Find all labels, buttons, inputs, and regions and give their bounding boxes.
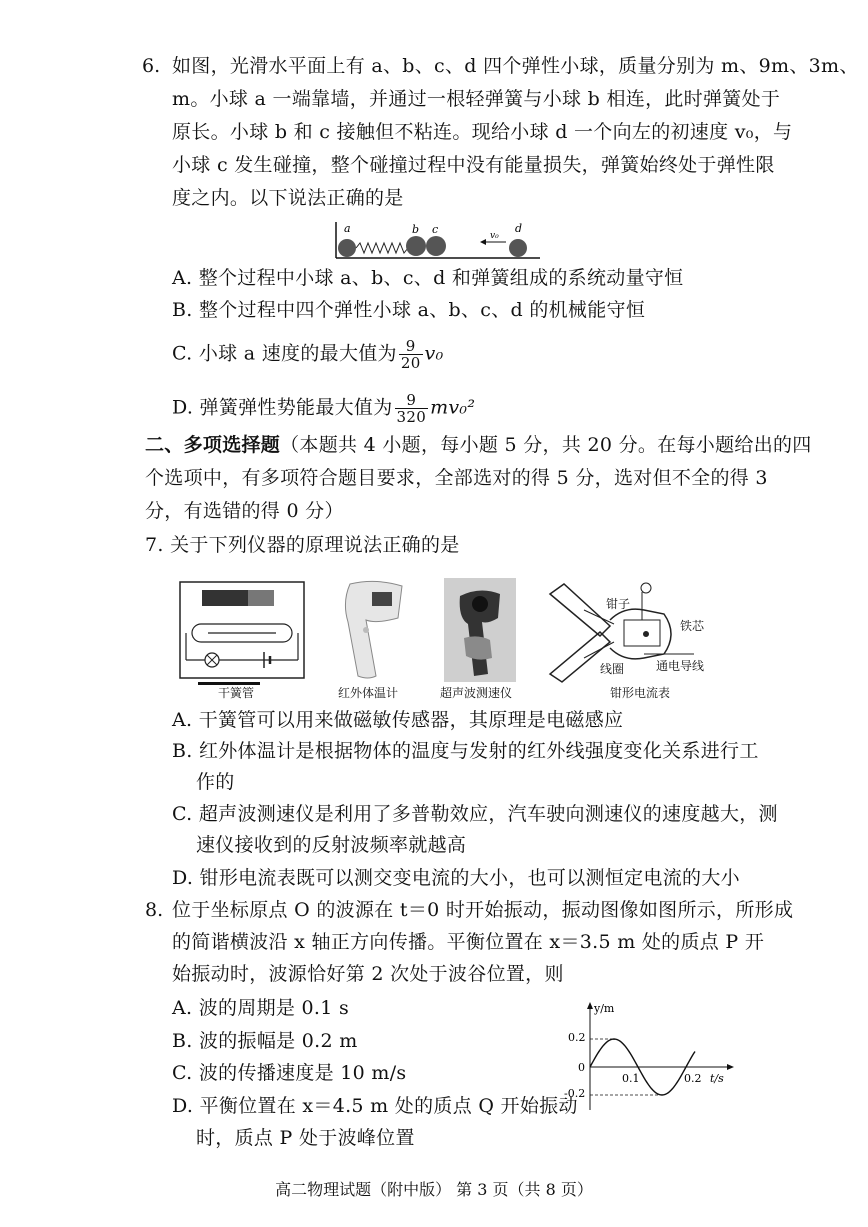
- question-8-option-d-line-1: D. 平衡位置在 x＝4.5 m 处的质点 Q 开始振动: [172, 1095, 578, 1117]
- option-c-numerator: 9: [399, 338, 423, 355]
- question-8-stem-line-1: 位于坐标原点 O 的波源在 t＝0 时开始振动，振动图像如图所示，所形成: [172, 899, 794, 921]
- question-8-option-b: B. 波的振幅是 0.2 m: [172, 1030, 358, 1052]
- question-8-option-c: C. 波的传播速度是 10 m/s: [172, 1062, 407, 1084]
- caption-ultrasonic-speedometer: 超声波测速仪: [440, 686, 513, 700]
- question-6-option-c: [172, 338, 444, 371]
- question-7-option-c-line-2: 速仪接收到的反射波频率就越高: [196, 834, 467, 856]
- question-8-option-a: A. 波的周期是 0.1 s: [172, 997, 350, 1019]
- option-c-prefix: C. 小球 a 速度的最大值为: [172, 342, 397, 365]
- section-2-desc-line-3: 分，有选错的得 0 分）: [145, 500, 344, 522]
- option-d-numerator: 9: [395, 392, 429, 409]
- question-7-option-b-line-1: B. 红外体温计是根据物体的温度与发射的红外线强度变化关系进行工: [172, 740, 759, 762]
- option-d-fraction: [395, 392, 429, 425]
- question-7-stem: 7. 关于下列仪器的原理说法正确的是: [145, 534, 460, 556]
- graph-x-arrowhead: [727, 1064, 734, 1070]
- current-wire-icon: [643, 631, 649, 637]
- caption-clamp-meter: 钳形电流表: [610, 686, 671, 700]
- magnet-s: [248, 590, 274, 606]
- label-d: d: [515, 222, 523, 235]
- graph-tick-x1: 0.1: [622, 1072, 640, 1085]
- label-a: a: [344, 222, 351, 235]
- question-8-option-d-line-2: 时，质点 P 处于波峰位置: [196, 1127, 415, 1149]
- reed-switch-underline: [198, 682, 260, 685]
- question-6-figure: [330, 218, 550, 264]
- graph-xlabel: t/s: [710, 1072, 724, 1085]
- question-6-stem-line-4: 小球 c 发生碰撞，整个碰撞过程中没有能量损失，弹簧始终处于弹性限: [172, 154, 775, 176]
- section-2-desc-line-1: （本题共 4 小题，每小题 5 分，共 20 分。在每小题给出的四: [280, 434, 812, 456]
- ball-a: [338, 239, 356, 257]
- graph-tick-y-pos: 0.2: [568, 1031, 586, 1044]
- caption-infrared-thermometer: 红外体温计: [338, 686, 399, 700]
- section-2-header: [145, 433, 812, 457]
- option-c-fraction: [399, 338, 423, 371]
- option-c-denominator: 20: [400, 354, 421, 372]
- infrared-thermometer-figure: [336, 578, 416, 682]
- graph-tick-x2: 0.2: [684, 1072, 702, 1085]
- question-7-option-a: A. 干簧管可以用来做磁敏传感器，其原理是电磁感应: [172, 709, 624, 731]
- graph-tick-y-neg: -0.2: [564, 1087, 586, 1100]
- question-8-stem-line-2: 的简谐横波沿 x 轴正方向传播。平衡位置在 x＝3.5 m 处的质点 P 开: [172, 931, 765, 953]
- label-clamp-wire: 通电导线: [656, 659, 705, 673]
- section-2-desc-line-2: 个选项中，有多项符合题目要求，全部选对的得 5 分，选对但不全的得 3: [145, 467, 768, 489]
- label-v0: v₀: [490, 231, 499, 241]
- option-d-denominator: 320: [396, 408, 427, 426]
- thermometer-screen: [372, 592, 392, 606]
- option-d-suffix: mv₀²: [430, 396, 476, 419]
- vibration-graph: [560, 1000, 740, 1120]
- ultrasonic-speedometer-figure: [444, 578, 516, 682]
- ball-d: [509, 239, 527, 257]
- question-6-stem-line-5: 度之内。以下说法正确的是: [172, 187, 404, 209]
- question-7-option-b-line-2: 作的: [196, 771, 235, 793]
- label-c: c: [432, 223, 439, 236]
- label-clamp-jaw: 钳子: [606, 597, 631, 611]
- question-6-option-a: A. 整个过程中小球 a、b、c、d 和弹簧组成的系统动量守恒: [172, 267, 684, 289]
- velocity-arrowhead: [480, 239, 486, 245]
- speedometer-lens: [472, 596, 488, 612]
- question-8-stem-line-3: 始振动时，波源恰好第 2 次处于波谷位置，则: [172, 963, 564, 985]
- question-6-number: 6.: [142, 55, 161, 77]
- ball-c: [426, 236, 446, 256]
- ball-b: [406, 236, 426, 256]
- question-6-option-b: B. 整个过程中四个弹性小球 a、b、c、d 的机械能守恒: [172, 299, 646, 321]
- label-clamp-core: 铁芯: [680, 619, 705, 633]
- graph-y-arrowhead: [587, 1002, 593, 1009]
- iron-core: [610, 609, 671, 659]
- graph-tick-origin: 0: [578, 1061, 585, 1074]
- option-c-suffix: v₀: [424, 342, 444, 365]
- question-6-stem-line-3: 原长。小球 b 和 c 接触但不粘连。现给小球 d 一个向左的初速度 v₀，与: [172, 121, 793, 143]
- graph-ylabel: y/m: [594, 1002, 615, 1015]
- label-b: b: [412, 223, 420, 236]
- question-6-option-d: [172, 392, 475, 425]
- meter-icon: [641, 583, 651, 593]
- question-6-stem-line-2: m。小球 a 一端靠墙，并通过一根轻弹簧与小球 b 相连，此时弹簧处于: [172, 88, 781, 110]
- reed-switch-figure: [178, 580, 306, 680]
- caption-reed-switch: 干簧管: [218, 686, 255, 700]
- question-6-stem-line-1: 如图，光滑水平面上有 a、b、c、d 四个弹性小球，质量分别为 m、9m、3m、: [172, 55, 859, 77]
- label-clamp-coil: 线圈: [600, 662, 625, 676]
- section-2-title: 二、多项选择题: [145, 434, 281, 456]
- option-d-prefix: D. 弹簧弹性势能最大值为: [172, 396, 393, 419]
- spring: [356, 243, 408, 253]
- question-7-option-d: D. 钳形电流表既可以测交变电流的大小，也可以测恒定电流的大小: [172, 867, 740, 889]
- coil-box: [624, 620, 660, 646]
- clamp-handle-upper: [550, 584, 610, 636]
- magnet-n: [202, 590, 248, 606]
- page-footer: 高二物理试题（附中版） 第 3 页（共 8 页）: [275, 1180, 593, 1199]
- question-7-option-c-line-1: C. 超声波测速仪是利用了多普勒效应，汽车驶向测速仪的速度越大，测: [172, 803, 778, 825]
- question-8-number: 8.: [145, 899, 164, 921]
